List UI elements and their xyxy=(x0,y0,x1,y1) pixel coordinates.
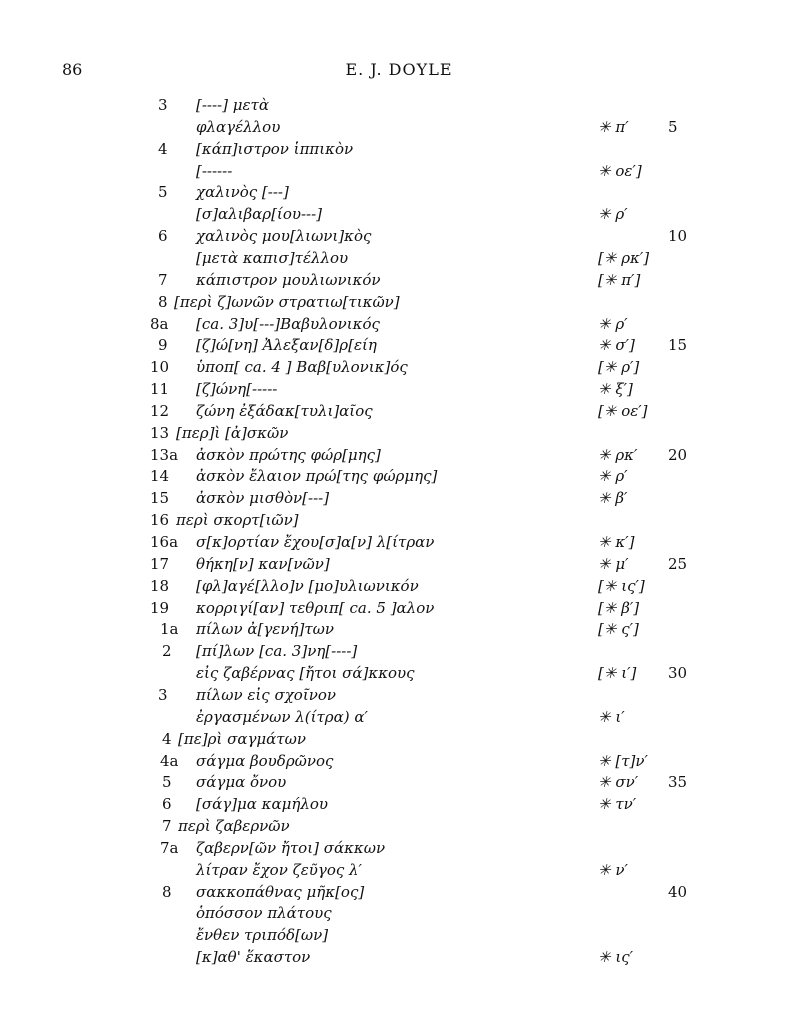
price: ✳ ρ′ xyxy=(598,205,628,224)
price: ✳ ρ′ xyxy=(598,467,628,486)
line-text: εἰς ζαβέρνας [ἤτοι σά]κκους xyxy=(196,664,415,683)
text-line xyxy=(0,380,798,402)
text-line xyxy=(0,118,798,140)
line-text: [ζ]ώ[νη] Ἀλεξαν[δ]ρ[είη xyxy=(196,336,377,355)
text-line xyxy=(0,205,798,227)
text-line xyxy=(0,336,798,358)
line-text: ζαβερν[ῶν ἤτοι] σάκκων xyxy=(196,838,386,857)
line-label: 8 xyxy=(158,292,168,311)
line-label: 18 xyxy=(150,576,170,595)
text-line xyxy=(0,664,798,686)
text-line xyxy=(0,730,798,752)
text-line xyxy=(0,96,798,118)
line-text: σακκοπάθνας μῆκ[ος] xyxy=(196,882,365,901)
line-label: 3 xyxy=(158,685,168,704)
price: ✳ ξ′] xyxy=(598,380,633,399)
text-line xyxy=(0,271,798,293)
line-label: 3 xyxy=(158,96,168,114)
text-line xyxy=(0,162,798,184)
text-line xyxy=(0,140,798,162)
text-line xyxy=(0,424,798,446)
price: ✳ ν′ xyxy=(598,860,628,879)
line-text: σάγμα ὄνου xyxy=(196,773,287,792)
text-line xyxy=(0,489,798,511)
text-line xyxy=(0,948,798,970)
text-line xyxy=(0,773,798,795)
line-label: 7 xyxy=(162,817,172,836)
text-line xyxy=(0,620,798,642)
line-text: χαλινὸς μου[λιωνι]κὸς xyxy=(196,227,372,246)
price: ✳ κ′] xyxy=(598,533,635,551)
line-label: 9 xyxy=(158,336,168,355)
price: ✳ τν′ xyxy=(598,795,637,814)
line-text: [μετὰ καπισ]τέλλου xyxy=(196,248,349,267)
line-text: [πε]ρὶ σαγμάτων xyxy=(178,729,306,748)
text-line xyxy=(0,467,798,489)
price: ✳ β′ xyxy=(598,489,628,508)
line-label: 4a xyxy=(160,751,179,770)
text-line xyxy=(0,642,798,664)
line-text: [κάπ]ιστρον ἱππικὸν xyxy=(196,139,354,158)
line-label: 8 xyxy=(162,882,172,901)
line-text: κάπιστρον μουλιωνικόν xyxy=(196,270,381,289)
text-line xyxy=(0,686,798,708)
text-line xyxy=(0,599,798,621)
price: [✳ οε′] xyxy=(598,401,648,420)
line-text: ὁπόσσον πλάτους xyxy=(196,904,332,923)
line-text: [κ]αθ' ἕκαστον xyxy=(196,948,311,967)
line-text: περὶ σκορτ[ιῶν] xyxy=(176,511,299,530)
line-text: [περὶ ζ]ωνῶν στρατιω[τικῶν] xyxy=(174,292,400,311)
line-label: 13 xyxy=(150,423,170,442)
line-label: 19 xyxy=(150,598,170,617)
text-line xyxy=(0,511,798,533)
page-number: 86 xyxy=(62,60,83,79)
line-text: [----] μετὰ xyxy=(196,96,269,114)
text-line xyxy=(0,752,798,774)
text-line xyxy=(0,926,798,948)
line-label: 8a xyxy=(150,314,169,333)
line-label: 12 xyxy=(150,401,170,420)
text-line xyxy=(0,249,798,271)
line-number: 40 xyxy=(668,882,688,901)
line-number: 5 xyxy=(668,117,678,136)
line-label: 7a xyxy=(160,838,179,857)
text-line xyxy=(0,795,798,817)
text-line xyxy=(0,358,798,380)
line-number: 35 xyxy=(668,773,688,792)
line-text: σ[κ]ορτίαν ἔχου[σ]α[ν] λ[ίτραν xyxy=(196,533,435,551)
line-label: 5 xyxy=(162,773,172,792)
line-number: 10 xyxy=(668,227,688,246)
running-head: E. J. DOYLE xyxy=(345,60,453,79)
text-line xyxy=(0,555,798,577)
line-text: πίλων ἀ[γενή]των xyxy=(196,620,334,639)
line-text: πίλων εἰς σχοῖνον xyxy=(196,685,336,704)
price: [✳ ρ′] xyxy=(598,358,640,377)
text-line xyxy=(0,577,798,599)
line-label: 6 xyxy=(162,795,172,814)
line-text: [σ]αλιβαρ[ίου---] xyxy=(196,205,323,224)
price: ✳ σν′ xyxy=(598,773,639,792)
line-number: 25 xyxy=(668,554,688,573)
line-number: 15 xyxy=(668,336,688,355)
line-text: [------ xyxy=(196,161,233,180)
line-label: 5 xyxy=(158,183,168,202)
line-label: 14 xyxy=(150,467,170,486)
line-label: 17 xyxy=(150,554,170,573)
text-line xyxy=(0,708,798,730)
price: [✳ ι′] xyxy=(598,664,637,683)
price: ✳ ις′ xyxy=(598,948,634,967)
line-text: φλαγέλλου xyxy=(196,117,281,136)
price: [✳ β′] xyxy=(598,598,640,617)
text-line xyxy=(0,533,798,555)
line-label: 7 xyxy=(158,270,168,289)
line-text: ἀσκὸν πρώτης φώρ[μης] xyxy=(196,445,381,464)
price: ✳ σ′] xyxy=(598,336,635,355)
text-line xyxy=(0,883,798,905)
line-label: 11 xyxy=(150,380,170,399)
line-label: 4 xyxy=(158,139,168,158)
line-label: 16 xyxy=(150,511,170,530)
price: [✳ π′] xyxy=(598,270,641,289)
line-text: θήκη[ν] καν[νῶν] xyxy=(196,554,330,573)
line-label: 2 xyxy=(162,642,172,661)
line-text: λίτραν ἔχον ζεῦγος λ′ xyxy=(196,860,362,879)
text-line xyxy=(0,183,798,205)
line-text: ἔνθεν τριπόδ[ων] xyxy=(196,926,329,945)
line-text: [σάγ]μα καμήλου xyxy=(196,795,329,814)
price: ✳ ι′ xyxy=(598,707,625,726)
text-line xyxy=(0,839,798,861)
line-text: [πί]λων [ca. 3]νη[----] xyxy=(196,642,358,661)
line-label: 10 xyxy=(150,358,170,377)
line-text: ἐργασμένων λ(ίτρα) α′ xyxy=(196,707,368,726)
line-text: [περ]ὶ [ἀ]σκῶν xyxy=(176,423,289,442)
price: ✳ οε′] xyxy=(598,161,642,180)
text-line xyxy=(0,904,798,926)
line-number: 20 xyxy=(668,445,688,464)
text-line xyxy=(0,402,798,424)
line-label: 6 xyxy=(158,227,168,246)
text-line xyxy=(0,817,798,839)
price: [✳ ις′] xyxy=(598,576,645,595)
line-text: ἀσκὸν ἔλαιον πρώ[της φώρμης] xyxy=(196,467,438,486)
price: ✳ ρ′ xyxy=(598,314,628,333)
line-text: ζώνη ἐξάδακ[τυλι]αῖος xyxy=(196,401,373,420)
text-line xyxy=(0,293,798,315)
line-text: [ζ]ώνη[----- xyxy=(196,380,278,399)
line-label: 13a xyxy=(150,445,179,464)
text-line xyxy=(0,861,798,883)
line-number: 30 xyxy=(668,664,688,683)
line-text: [φλ]αγέ[λλο]ν [μο]υλιωνικόν xyxy=(196,576,419,595)
price: ✳ π′ xyxy=(598,117,629,136)
text-line xyxy=(0,446,798,468)
line-label: 1a xyxy=(160,620,179,639)
line-label: 15 xyxy=(150,489,170,508)
price: [✳ ρκ′] xyxy=(598,248,650,267)
line-text: κορριγί[αν] τεθριπ[ ca. 5 ]αλον xyxy=(196,598,435,617)
line-label: 16a xyxy=(150,533,179,551)
price: ✳ ρκ′ xyxy=(598,445,638,464)
text-line xyxy=(0,315,798,337)
line-text: ἀσκὸν μισθὸν[---] xyxy=(196,489,330,508)
line-label: 4 xyxy=(162,729,172,748)
line-text: χαλινὸς [---] xyxy=(196,183,289,202)
line-text: σάγμα βουδρῶνος xyxy=(196,751,334,770)
price: ✳ μ′ xyxy=(598,554,629,573)
line-text: περὶ ζαβερνῶν xyxy=(178,817,290,836)
line-text: ὑποπ[ ca. 4 ] Βαβ[υλονικ]ός xyxy=(196,358,408,377)
text-line xyxy=(0,227,798,249)
price: ✳ [τ]ν′ xyxy=(598,751,648,770)
line-text: [ca. 3]υ[---]Βαβυλονικός xyxy=(196,314,380,333)
price: [✳ ς′] xyxy=(598,620,639,639)
